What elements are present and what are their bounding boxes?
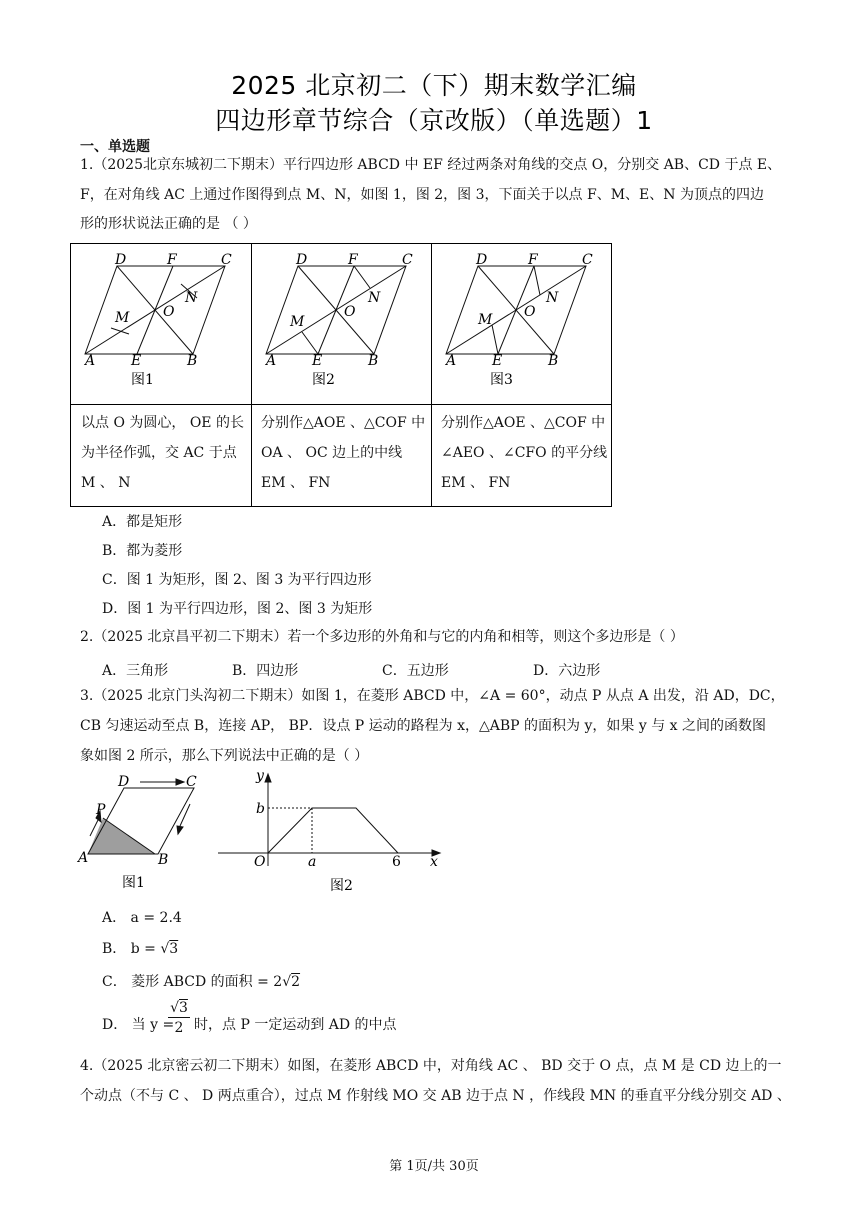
q1-fig3-label-d: D <box>476 252 488 268</box>
q1-fig1-label-o: O <box>163 304 175 320</box>
q3-line-3: 象如图 2 所示，那么下列说法中正确的是（ ） <box>80 748 369 764</box>
q1-line-1: 1.（2025北京东城初二下期末）平行四边形 ABCD 中 EF 经过两条对角线的交点 O，分别交 AB、CD 于点 E、 <box>80 157 782 173</box>
q1-fig1-label-n: N <box>185 290 198 306</box>
q1-option-d[interactable]: D．图 1 为平行四边形，图 2、图 3 为矩形 <box>102 601 373 617</box>
q1-fig3-label-n: N <box>546 290 559 306</box>
q3-option-d-suffix: 时，点 P 一定运动到 AD 的中点 <box>194 1017 397 1033</box>
q1-figure-table <box>70 243 612 507</box>
q3-option-c-prefix: C． 菱形 ABCD 的面积 = 2 <box>102 974 283 990</box>
page-footer: 第 1页/共 30页 <box>389 1159 479 1174</box>
q1-figure-2 <box>252 244 432 404</box>
q3-fig1-label-c: C <box>186 774 197 790</box>
q3-option-d-denominator: 2 <box>168 1017 190 1038</box>
q2-option-b[interactable]: B．四边形 <box>232 663 299 679</box>
q1-fig1-label-a: A <box>85 353 96 369</box>
q1-fig3-label-a: A <box>446 353 457 369</box>
q3-fig2-label-b: b <box>256 801 265 817</box>
page-title-line-1: 2025 北京初二（下）期末数学汇编 <box>231 71 637 100</box>
q3-option-b-radicand: 3 <box>169 941 179 957</box>
q2-option-c[interactable]: C．五边形 <box>382 663 449 679</box>
q1-option-a[interactable]: A．都是矩形 <box>102 514 183 530</box>
q1-fig3-label-e: E <box>492 353 503 369</box>
q1-line-3: 形的形状说法正确的是 （ ） <box>80 216 257 232</box>
q1-fig1-caption: 图1 <box>131 372 154 388</box>
q1-fig3-desc-line-1: 分别作△AOE 、△COF 中 <box>441 415 606 431</box>
q3-fig1-caption: 图1 <box>122 875 145 891</box>
q2-option-d[interactable]: D．六边形 <box>533 663 601 679</box>
q1-fig2-label-b: B <box>368 353 379 369</box>
q2-line-1: 2.（2025 北京昌平初二下期末）若一个多边形的外角和与它的内角和相等，则这个多边形是（ ） <box>80 629 684 645</box>
q1-fig3-desc-line-2: ∠AEO 、∠CFO 的平分线 <box>441 445 608 461</box>
q1-fig3-label-f: F <box>528 252 538 268</box>
q1-fig1-label-f: F <box>167 252 177 268</box>
q3-option-d-numerator <box>168 1000 190 1017</box>
sqrt-symbol: √ <box>160 941 170 957</box>
q1-fig1-label-c: C <box>221 252 232 268</box>
q3-fig2-label-y: y <box>256 768 264 784</box>
q3-fig2-label-a: a <box>308 854 317 870</box>
q3-fig2-label-x: x <box>430 854 438 870</box>
q3-option-b[interactable] <box>102 938 178 958</box>
q1-option-b[interactable]: B．都为菱形 <box>102 543 183 559</box>
q1-fig2-label-a: A <box>266 353 277 369</box>
q1-fig3-desc-line-3: EM 、 FN <box>441 475 511 491</box>
q1-fig2-label-c: C <box>402 252 413 268</box>
q1-fig3-caption: 图3 <box>490 372 513 388</box>
section-heading: 一、单选题 <box>80 139 150 155</box>
q3-line-1: 3.（2025 北京门头沟初二下期末）如图 1，在菱形 ABCD 中，∠A = 60°，动点 P 从点 A 出发，沿 AD，DC， <box>80 688 785 704</box>
q1-fig1-label-e: E <box>131 353 142 369</box>
q1-fig3-label-b: B <box>548 353 559 369</box>
q1-fig2-desc-line-1: 分别作△AOE 、△COF 中 <box>261 415 426 431</box>
q1-fig1-label-d: D <box>115 252 127 268</box>
q1-fig1-desc-line-2: 为半径作弧，交 AC 于点 <box>81 445 237 461</box>
q3-option-d-prefix: D． 当 y = <box>102 1017 175 1033</box>
sqrt-symbol: √ <box>282 974 292 990</box>
q3-fig1-label-b: B <box>158 852 169 868</box>
q1-fig1-desc-line-1: 以点 O 为圆心， OE 的长 <box>81 415 244 431</box>
q3-figure-2 <box>216 766 442 898</box>
q3-fig2-label-o: O <box>254 854 266 870</box>
q2-option-a[interactable]: A．三角形 <box>102 663 169 679</box>
q3-option-d-radicand: 3 <box>179 1000 188 1016</box>
q1-fig1-label-m: M <box>115 310 130 326</box>
q3-option-a[interactable]: A． a = 2.4 <box>102 910 182 926</box>
q1-fig1-label-b: B <box>187 353 198 369</box>
q3-figure-1 <box>76 774 206 894</box>
q1-fig3-label-c: C <box>582 252 593 268</box>
q1-fig3-label-o: O <box>524 304 536 320</box>
q1-fig2-label-m: M <box>290 314 305 330</box>
q1-fig1-desc-line-3: M 、 N <box>81 475 131 491</box>
q1-fig2-label-n: N <box>368 290 381 306</box>
q1-fig2-label-f: F <box>348 252 358 268</box>
q4-line-1: 4.（2025 北京密云初二下期末）如图，在菱形 ABCD 中，对角线 AC 、 BD 交于 O 点，点 M 是 CD 边上的一 <box>80 1058 782 1074</box>
q1-fig2-label-e: E <box>312 353 323 369</box>
q3-line-2: CB 匀速运动至点 B，连接 AP， BP．设点 P 运动的路程为 x，△ABP 的面积为 y，如果 y 与 x 之间的函数图 <box>80 718 766 734</box>
q3-option-b-prefix: B． b = <box>102 941 161 957</box>
q3-fig1-label-p: P <box>96 802 106 818</box>
q1-fig2-caption: 图2 <box>312 372 335 388</box>
q3-fig1-label-a: A <box>78 850 89 866</box>
sqrt-symbol: √ <box>170 1000 179 1016</box>
q1-figure-1 <box>71 244 251 404</box>
q1-fig2-label-o: O <box>344 304 356 320</box>
q3-fig2-caption: 图2 <box>330 878 353 894</box>
q3-option-c-radicand: 2 <box>291 974 301 990</box>
q3-option-c[interactable] <box>102 971 300 991</box>
q1-option-c[interactable]: C．图 1 为矩形，图 2、图 3 为平行四边形 <box>102 572 372 588</box>
q1-fig3-label-m: M <box>478 312 493 328</box>
q1-fig1-desc <box>81 408 244 498</box>
page-title-line-2: 四边形章节综合（京改版）（单选题）1 <box>215 106 653 135</box>
q1-figure-3 <box>432 244 612 404</box>
q1-line-2: F，在对角线 AC 上通过作图得到点 M、N，如图 1，图 2，图 3，下面关于以点 F、M、E、N 为顶点的四边 <box>80 187 764 203</box>
q3-option-d-fraction <box>168 1000 190 1038</box>
q3-fig1-label-d: D <box>118 774 130 790</box>
q1-fig2-desc-line-3: EM 、 FN <box>261 475 331 491</box>
q4-line-2: 个动点（不与 C 、 D 两点重合），过点 M 作射线 MO 交 AB 边于点 N ，作线段 MN 的垂直平分线分别交 AD 、 <box>80 1088 791 1104</box>
q1-fig2-desc <box>261 408 425 498</box>
q3-fig2-label-6: 6 <box>392 854 401 870</box>
q1-fig3-desc <box>441 408 607 498</box>
q1-fig2-desc-line-2: OA 、 OC 边上的中线 <box>261 445 403 461</box>
q1-fig2-label-d: D <box>296 252 308 268</box>
